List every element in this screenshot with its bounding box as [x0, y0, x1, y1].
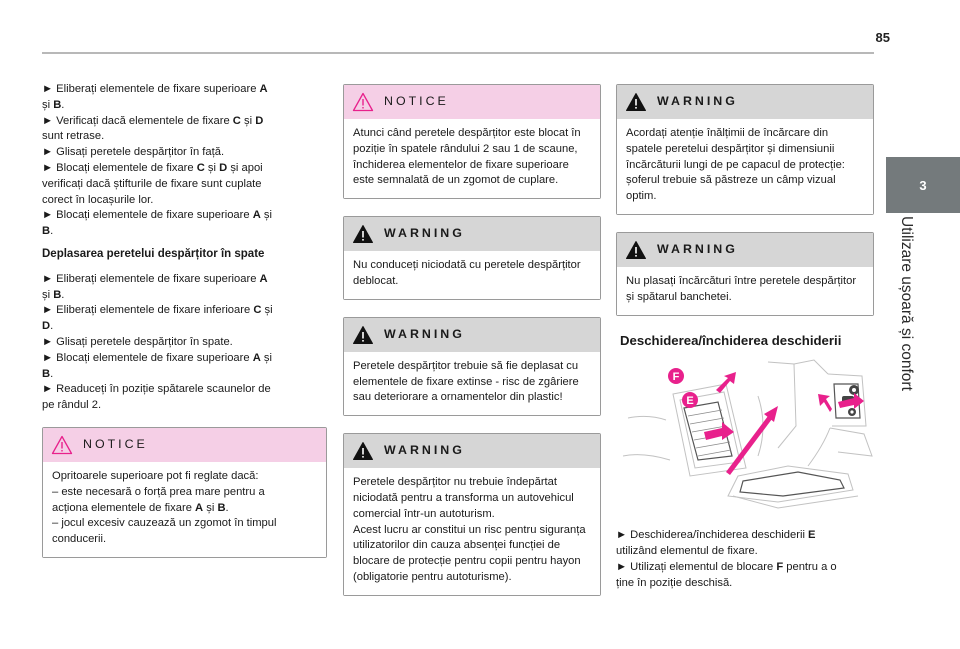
notice-box	[42, 427, 327, 558]
warning-triangle-icon	[625, 240, 647, 260]
step-text: ► Eliberați elementele de fixare superioare A și B.	[42, 83, 268, 111]
notice-header	[344, 85, 600, 119]
warning-title: WARNING	[384, 226, 465, 241]
warning-header	[344, 318, 600, 352]
notice-line: – jocul excesiv cauzează un zgomot în timpul conducerii.	[52, 517, 277, 546]
step-text: ► Blocați elementele de fixare superioare A și B.	[42, 351, 272, 380]
warning-header	[344, 434, 600, 468]
warning-title: WARNING	[384, 443, 465, 458]
warning-triangle-icon	[352, 325, 374, 345]
warning-box	[343, 216, 601, 300]
notice-box	[343, 84, 601, 199]
notice-triangle-icon	[51, 435, 73, 455]
warning-header	[617, 85, 873, 119]
label-f	[668, 368, 684, 384]
warning-body: Acordați atenție înălțimii de încărcare din spatele peretelui despărțitor și dimensiunii încărcăturii lungi de pe capacul de protecție: șoferul trebuie să păstreze un câmp vizual optim.	[617, 119, 873, 214]
notice-title: NOTICE	[83, 437, 148, 452]
warning-triangle-icon	[352, 224, 374, 244]
label-e	[682, 392, 698, 408]
svg-text:F: F	[672, 371, 680, 384]
step-text: ► Blocați elementele de fixare superioare A și B.	[42, 209, 272, 238]
hatch-illustration	[618, 356, 874, 516]
notice-header	[43, 428, 326, 462]
warning-text: Peretele despărțitor nu trebuie îndepărtat niciodată pentru a transforma un autovehicul comercial într-un autoturism.	[353, 476, 574, 520]
step-text: ► Glisați peretele despărțitor în față.	[42, 146, 225, 159]
notice-line: – este necesară o forță prea mare pentru a acționa elementele de fixare A și B.	[52, 485, 265, 514]
column-2	[343, 84, 601, 613]
svg-text:E: E	[686, 395, 694, 408]
warning-triangle-icon	[625, 92, 647, 112]
header-rule	[42, 52, 874, 54]
step-text: ► Deschiderea/închiderea deschiderii E utilizând elementul de fixare.	[616, 529, 816, 557]
notice-title: NOTICE	[384, 94, 449, 109]
warning-body: Nu plasați încărcături între peretele despărțitor și spătarul banchetei.	[617, 267, 873, 315]
warning-box	[343, 433, 601, 596]
warning-box	[616, 232, 874, 316]
warning-title: WARNING	[384, 326, 465, 341]
step-text: ► Utilizați elementul de blocare F pentru a o ține în poziție deschisă.	[616, 560, 837, 589]
chapter-number: 3	[919, 177, 927, 193]
warning-box	[616, 84, 874, 215]
section-heading: Deschiderea/închiderea deschiderii	[620, 332, 842, 348]
column-1	[42, 82, 327, 558]
page-number: 85	[875, 30, 890, 45]
step-text: ► Blocați elementele de fixare C și D și apoi verificați dacă știfturile de fixare sunt cuplate corect în locașurile lor.	[42, 161, 263, 206]
warning-text: Acest lucru ar constitui un risc pentru siguranța utilizatorilor din cauza absenței funcției de blocare de protecție pentru copii pentru hayon (obligatorie pentru autoturisme).	[353, 523, 586, 583]
step-text: ► Glisați peretele despărțitor în spate.	[42, 335, 233, 348]
warning-title: WARNING	[657, 94, 738, 109]
step-text: ► Eliberați elementele de fixare superioare A și B.	[42, 272, 268, 301]
step-text: ► Eliberați elementele de fixare inferioare C și D.	[42, 304, 273, 333]
warning-title: WARNING	[657, 242, 738, 257]
warning-body: Nu conduceți niciodată cu peretele despărțitor deblocat.	[344, 251, 600, 299]
notice-body	[43, 462, 326, 557]
warning-body	[344, 468, 600, 595]
column-3	[616, 84, 874, 591]
warning-box	[343, 317, 601, 416]
warning-body: Peretele despărțitor trebuie să fie deplasat cu elementele de fixare extinse - risc de zgâriere sau deteriorare a ornamentelor din plastic!	[344, 352, 600, 415]
warning-triangle-icon	[352, 441, 374, 461]
subheading: Deplasarea peretelui despărțitor în spate	[42, 247, 265, 260]
step-text: ► Verificați dacă elementele de fixare C și D sunt retrase.	[42, 114, 264, 143]
step-text: ► Readuceți în poziție spătarele scaunelor de pe rândul 2.	[42, 383, 271, 412]
warning-header	[617, 233, 873, 267]
warning-header	[344, 217, 600, 251]
chapter-tab[interactable]	[886, 157, 960, 213]
chapter-title: Utilizare ușoară și confort	[898, 216, 915, 391]
notice-triangle-icon	[352, 92, 374, 112]
notice-body: Atunci când peretele despărțitor este blocat în poziție în spatele rândului 2 sau 1 de scaune, închiderea elementelor de fixare superioare este semnalată de un zgomot de cuplare.	[344, 119, 600, 198]
notice-line: Opritoarele superioare pot fi reglate dacă:	[52, 469, 259, 482]
